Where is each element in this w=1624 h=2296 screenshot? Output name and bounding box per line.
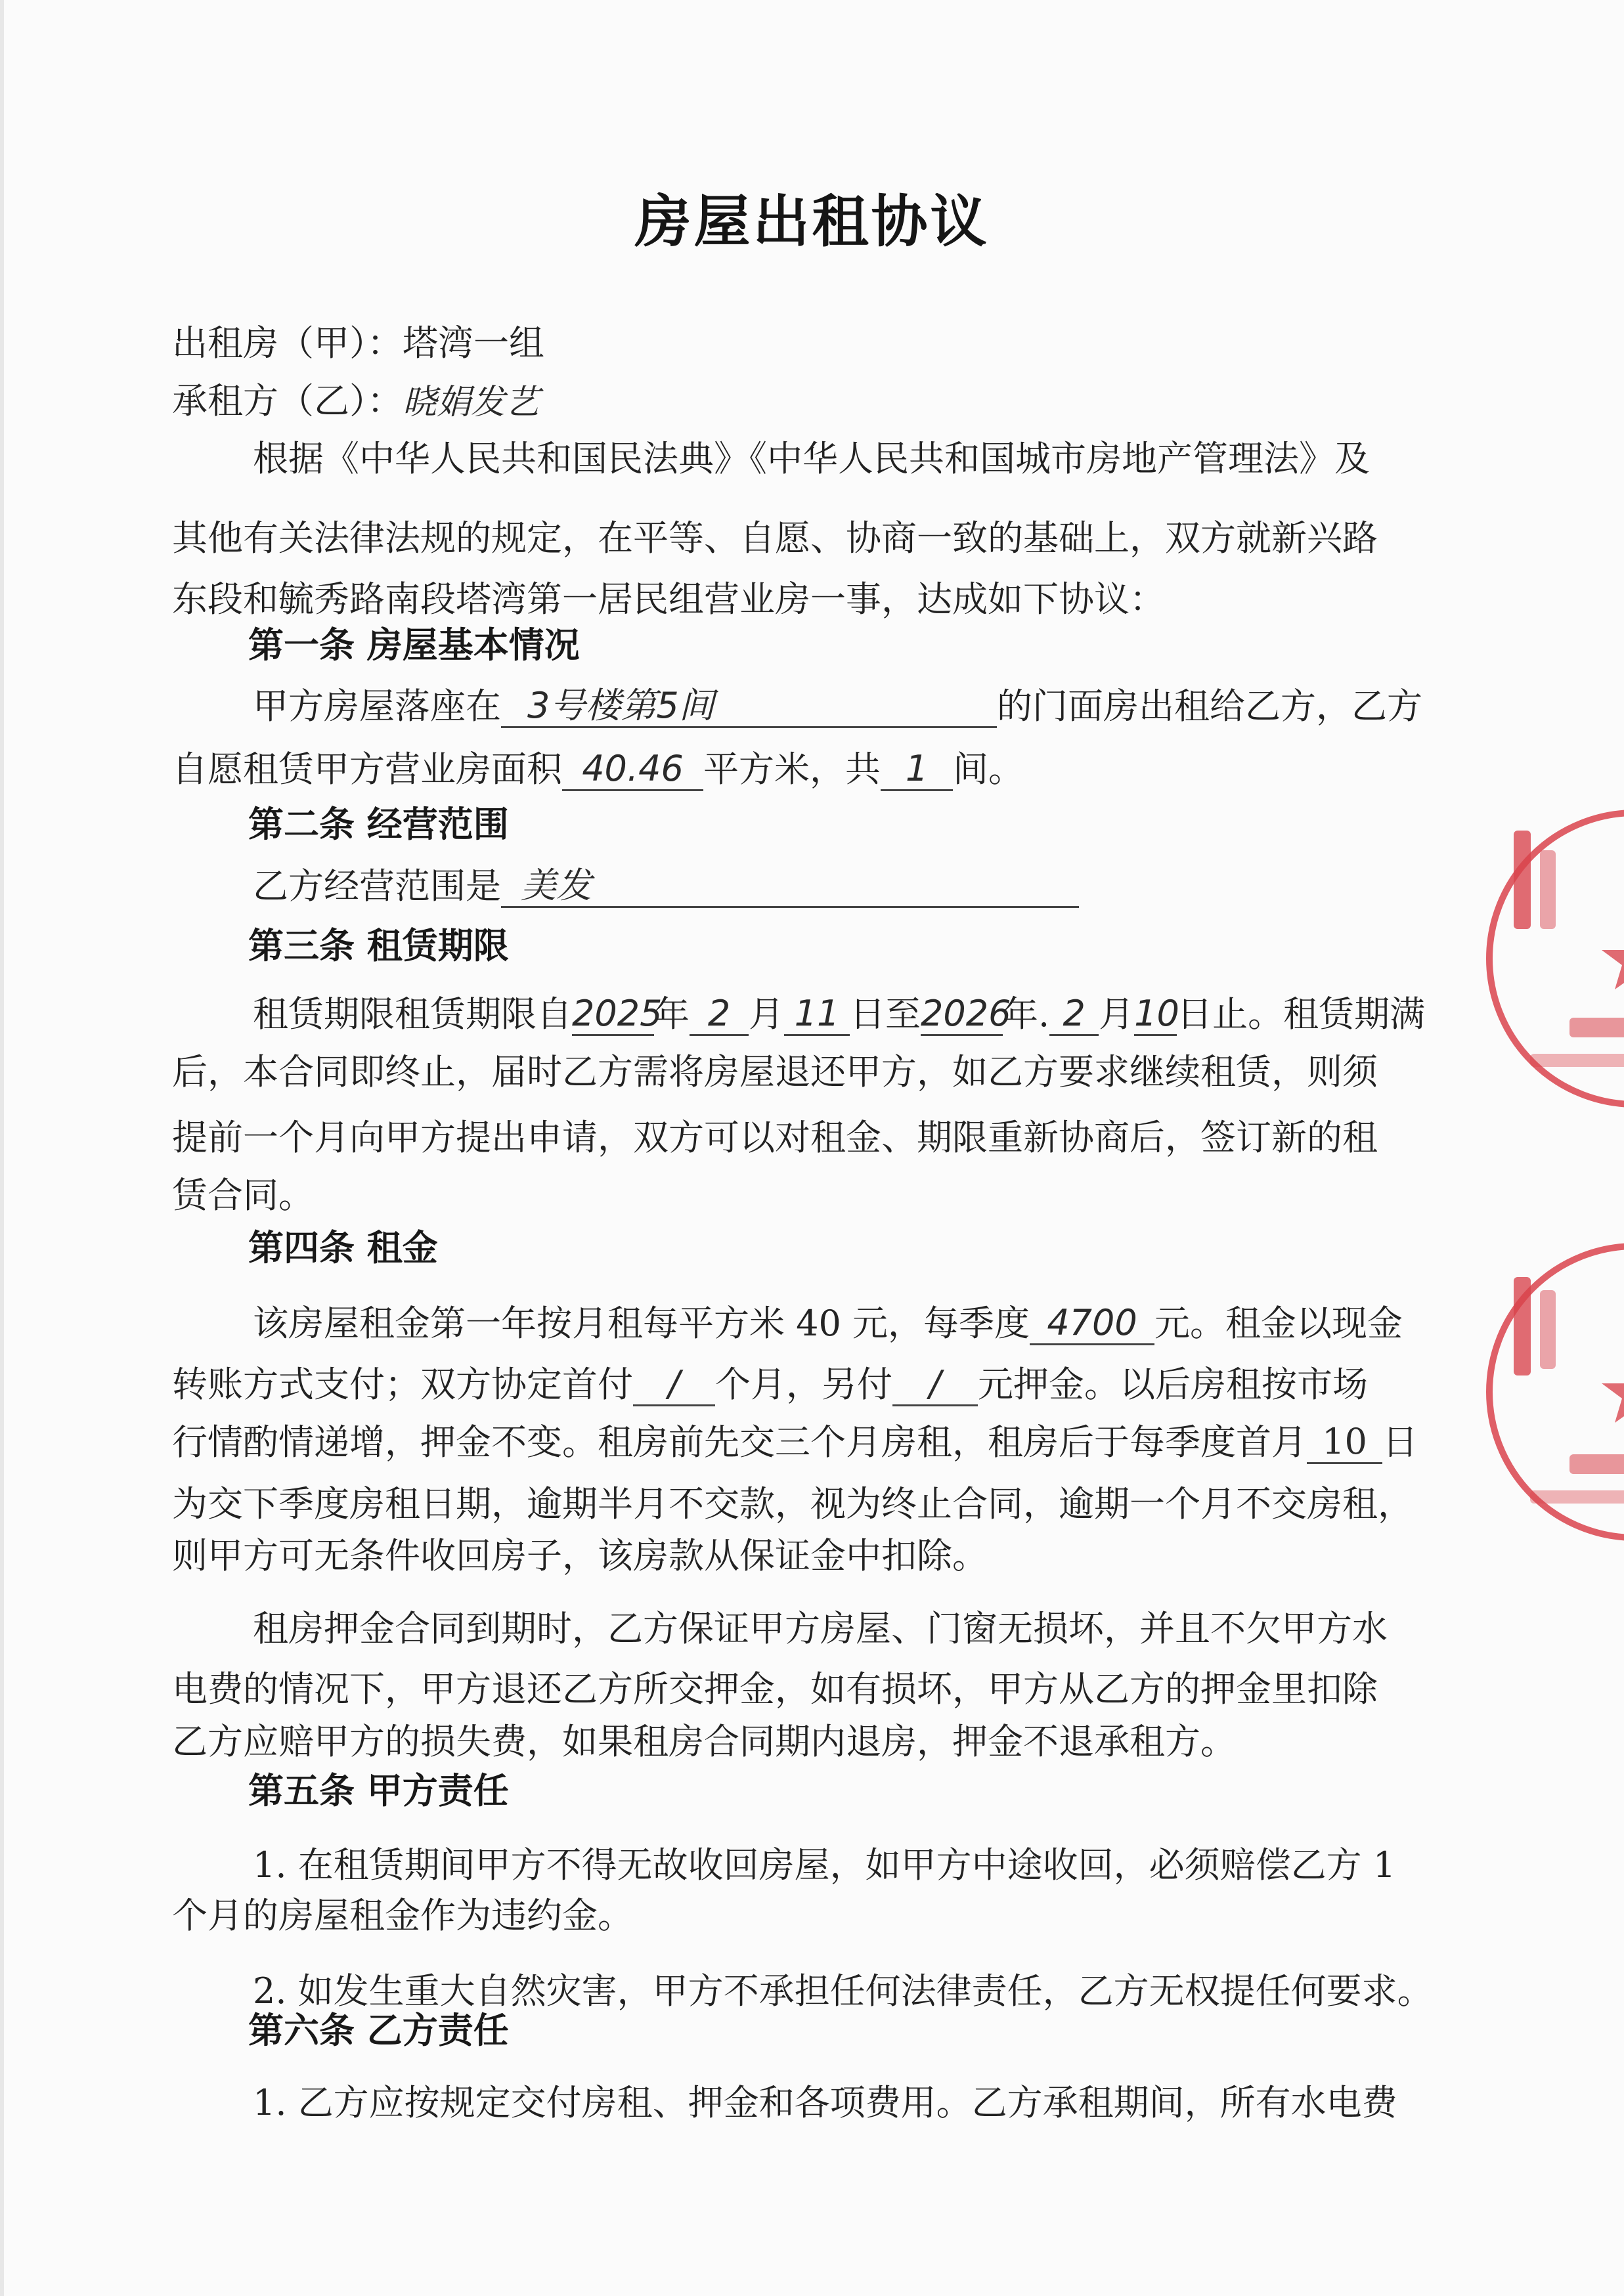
article-4-para2-line-1: 租房押金合同到期时，乙方保证甲方房屋、门窗无损坏，并且不欠甲方水: [253, 1608, 1388, 1649]
article-1-line-1: [253, 685, 1422, 728]
article-4-line-4: 为交下季度房租日期，逾期半月不交款，视为终止合同，逾期一个月不交房租，: [172, 1483, 1413, 1525]
article-6-heading: 第六条 乙方责任: [248, 2010, 509, 2051]
article-5-item-2: 2. 如发生重大自然灾害，甲方不承担任何法律责任，乙方无权提任何要求。: [253, 1970, 1433, 2012]
article-3-text: 月: [1099, 993, 1135, 1035]
article-4-line-2: [172, 1363, 1368, 1406]
article-3-text: 租赁期限租赁期限自: [253, 993, 572, 1035]
article-6-item-1: 1. 乙方应按规定交付房租、押金和各项费用。乙方承租期间，所有水电费: [253, 2082, 1397, 2123]
article-4-line-1: [253, 1302, 1403, 1345]
end-year-field: 2026: [921, 993, 1003, 1036]
article-4-line-5: 则甲方可无条件收回房子，该房款从保证金中扣除。: [172, 1535, 988, 1576]
preamble-line-1: 根据《中华人民共和国民法典》《中华人民共和国城市房地产管理法》及: [253, 438, 1370, 479]
deposit-field: /: [892, 1364, 978, 1406]
start-year-field: 2025: [572, 993, 654, 1036]
article-4-text: 元。租金以现金: [1154, 1303, 1403, 1344]
lessee-label: 承租方（乙）：: [172, 380, 403, 422]
article-3-text: 日止。租赁期满: [1177, 993, 1426, 1035]
article-1-text: 的门面房出租给乙方，乙方: [997, 685, 1422, 727]
article-4-text: 日: [1382, 1421, 1418, 1463]
article-3-line-3: 提前一个月向甲方提出申请，双方可以对租金、期限重新协商后，签订新的租: [172, 1117, 1378, 1158]
start-month-field: 2: [690, 993, 749, 1036]
article-1-text: 平方米，共: [703, 748, 881, 790]
article-4-para2-line-3: 乙方应赔甲方的损失费，如果租房合同期内退房，押金不退承租方。: [172, 1721, 1236, 1762]
article-1-text: 自愿租赁甲方营业房面积: [172, 748, 562, 790]
article-4-text: 个月，另付: [715, 1364, 892, 1405]
business-scope-field: 美发: [501, 865, 1079, 908]
article-4-text: 元押金。以后房租按市场: [978, 1364, 1368, 1405]
article-4-text: 转账方式支付；双方协定首付: [172, 1364, 633, 1405]
preamble-line-2: 其他有关法律法规的规定，在平等、自愿、协商一致的基础上，双方就新兴路: [172, 517, 1378, 559]
pay-day-field: 10: [1307, 1421, 1382, 1464]
article-3-line-4: 赁合同。: [172, 1175, 314, 1216]
article-3-text: 年: [654, 993, 690, 1035]
official-seal-upper: [1478, 804, 1624, 1113]
article-4-para2-line-2: 电费的情况下，甲方退还乙方所交押金，如有损坏，甲方从乙方的押金里扣除: [172, 1668, 1378, 1710]
area-field: 40.46: [562, 748, 703, 791]
article-1-line-2: [172, 748, 1024, 791]
article-5-item-1-line-1: 1. 在租赁期间甲方不得无故收回房屋，如甲方中途收回，必须赔偿乙方 1: [253, 1844, 1396, 1886]
article-3-heading: 第三条 租赁期限: [248, 925, 509, 966]
article-2-heading: 第二条 经营范围: [248, 804, 509, 845]
article-5-item-1-line-2: 个月的房屋租金作为违约金。: [172, 1895, 633, 1936]
end-day-field: 10: [1134, 993, 1177, 1036]
official-seal-lower: [1478, 1238, 1624, 1546]
article-1-heading: 第一条 房屋基本情况: [248, 624, 580, 666]
start-day-field: 11: [784, 993, 850, 1036]
first-months-field: /: [633, 1364, 715, 1406]
article-3-line-1: [253, 993, 1425, 1036]
article-4-text: 行情酌情递增，押金不变。租房前先交三个月房租，租房后于每季度首月: [172, 1421, 1307, 1463]
article-3-text: 年.: [1003, 993, 1050, 1035]
scan-edge-shadow: [0, 0, 4, 2296]
lessor-label: 出租房（甲）：: [172, 322, 403, 364]
article-1-text: 甲方房屋落座在: [253, 685, 501, 727]
lessee-name-handwritten: 晓娟发艺: [403, 383, 540, 422]
article-3-text: 月: [749, 993, 784, 1035]
location-field: 3号楼第5间: [501, 685, 997, 728]
rooms-field: 1: [881, 748, 953, 791]
article-5-heading: 第五条 甲方责任: [248, 1770, 509, 1811]
lessor-line: [172, 322, 544, 365]
end-month-field: 2: [1049, 993, 1099, 1036]
article-3-text: 日至: [850, 993, 921, 1035]
article-2-line-1: [253, 865, 1079, 908]
article-4-line-3: [172, 1421, 1418, 1464]
lessor-name: 塔湾一组: [403, 322, 544, 364]
article-1-text: 间。: [953, 748, 1024, 790]
lessee-line: [172, 379, 539, 423]
document-title: 房屋出租协议: [634, 189, 990, 255]
article-4-text: 该房屋租金第一年按月租每平方米 40 元，每季度: [253, 1303, 1030, 1344]
preamble-line-3: 东段和毓秀路南段塔湾第一居民组营业房一事，达成如下协议：: [172, 578, 1165, 620]
quarter-rent-field: 4700: [1030, 1303, 1154, 1345]
article-4-heading: 第四条 租金: [248, 1227, 438, 1268]
article-3-line-2: 后，本合同即终止，届时乙方需将房屋退还甲方，如乙方要求继续租赁，则须: [172, 1051, 1378, 1093]
article-2-text: 乙方经营范围是: [253, 865, 501, 907]
